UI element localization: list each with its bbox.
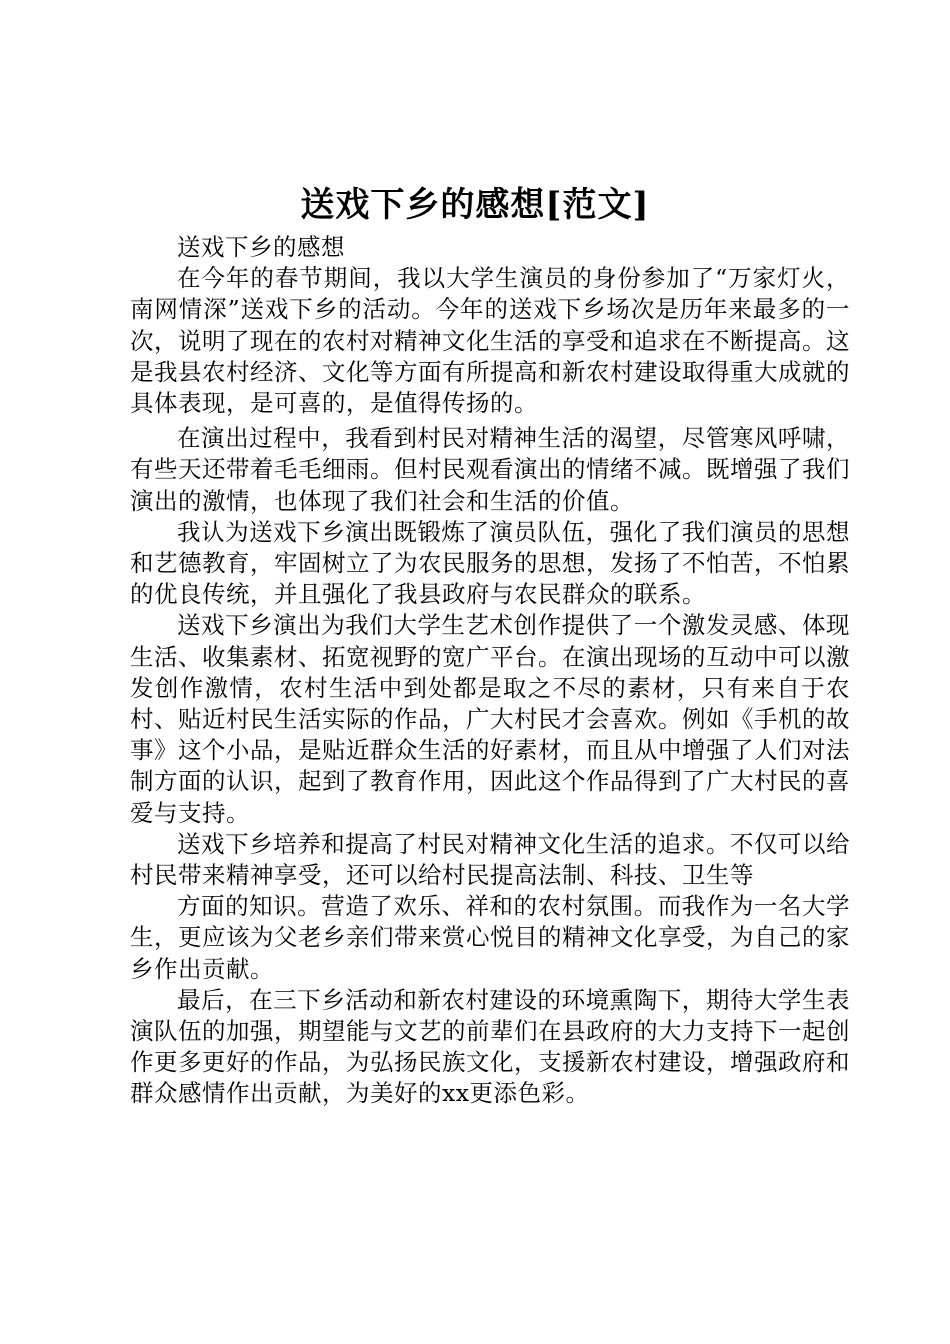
paragraph-7: 最后，在三下乡活动和新农村建设的环境熏陶下，期待大学生表演队伍的加强，期望能与文艺的前辈们在县政府的大力支持下一起创作更多更好的作品，为弘扬民族文化，支援新农村建设，增强政府和群众感情作出贡献，为美好的xx更添色彩。 [130,985,850,1108]
paragraph-3: 我认为送戏下乡演出既锻炼了演员队伍，强化了我们演员的思想和艺德教育，牢固树立了为农民服务的思想，发扬了不怕苦，不怕累的优良传统，并且强化了我县政府与农民群众的联系。 [130,517,850,609]
paragraph-2: 在演出过程中，我看到村民对精神生活的渴望，尽管寒风呼啸，有些天还带着毛毛细雨。但村民观看演出的情绪不减。既增强了我们演出的激情，也体现了我们社会和生活的价值。 [130,424,850,515]
paragraph-6: 方面的知识。营造了欢乐、祥和的农村氛围。而我作为一名大学生，更应该为父老乡亲们带来赏心悦目的精神文化享受，为自己的家乡作出贡献。 [130,892,850,983]
document-subtitle: 送戏下乡的感想 [177,233,345,261]
paragraph-5: 送戏下乡培养和提高了村民对精神文化生活的追求。不仅可以给村民带来精神享受，还可以给村民提高法制、科技、卫生等 [130,829,850,890]
document-title: 送戏下乡的感想[范文] [300,185,650,225]
document-body [130,232,850,1110]
paragraph-1: 在今年的春节期间，我以大学生演员的身份参加了“万家灯火，南网情深”送戏下乡的活动。今年的送戏下乡场次是历年来最多的一次，说明了现在的农村对精神文化生活的享受和追求在不断提高。这是我县农村经济、文化等方面有所提高和新农村建设取得重大成就的具体表现，是可喜的，是值得传扬的。 [130,264,850,418]
paragraph-4: 送戏下乡演出为我们大学生艺术创作提供了一个激发灵感、体现生活、收集素材、拓宽视野的宽广平台。在演出现场的互动中可以激发创作激情，农村生活中到处都是取之不尽的素材，只有来自于农村、贴近村民生活实际的作品，广大村民才会喜欢。例如《手机的故事》这个小品，是贴近群众生活的好素材，而且从中增强了人们对法制方面的认识，起到了教育作用，因此这个作品得到了广大村民的喜爱与支持。 [130,611,850,827]
